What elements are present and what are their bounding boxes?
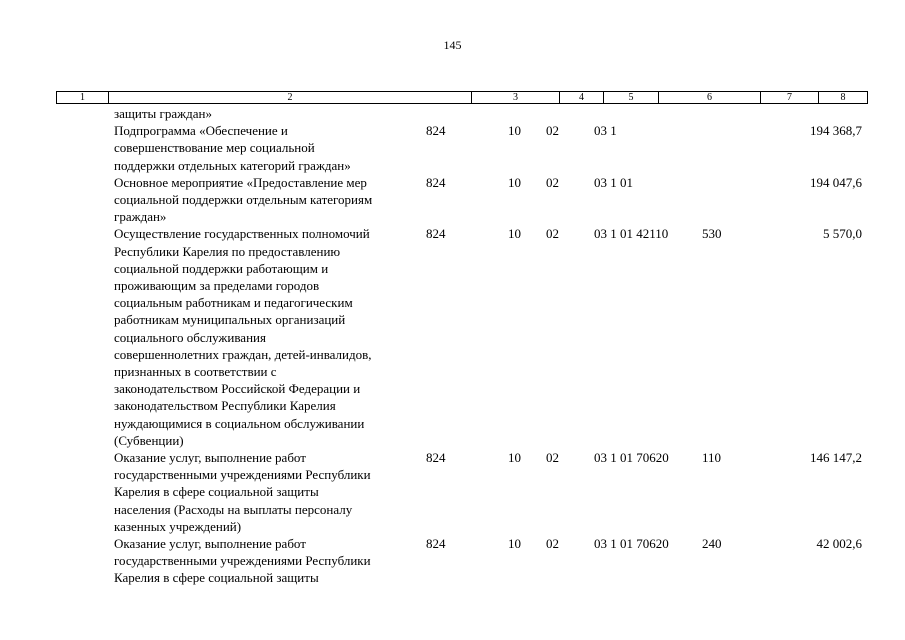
cell-section: 10	[508, 123, 521, 139]
cell-subsection: 02	[546, 450, 559, 466]
cell-amount: 42 002,6	[816, 536, 862, 552]
cell-name: Основное мероприятие «Предоставление мер социальной поддержки отдельным категориям граждан»	[114, 174, 373, 225]
cell-section: 10	[508, 450, 521, 466]
cell-expense-type: 530	[702, 226, 722, 242]
table-header-row	[56, 91, 868, 104]
cell-target-article: 03 1 01	[594, 174, 633, 190]
cell-expense-type: 240	[702, 536, 722, 552]
header-col-3: 3	[472, 92, 560, 103]
cell-target-article: 03 1	[594, 123, 617, 139]
cell-amount: 194 047,6	[810, 174, 862, 190]
page-number: 145	[443, 38, 462, 52]
cell-name: Оказание услуг, выполнение работ государственными учреждениями Республики Карелия в сфере социальной защиты населения (Расходы на выплаты персоналу казенных учреждений)	[114, 450, 371, 534]
cell-subsection: 02	[546, 536, 559, 552]
cell-ministry: 824	[426, 123, 446, 139]
cell-subsection: 02	[546, 123, 559, 139]
table-row	[56, 225, 868, 449]
cell-name: Подпрограмма «Обеспечение и совершенствование мер социальной поддержки отдельных категорий граждан»	[114, 123, 351, 173]
cell-target-article: 03 1 01 70620	[594, 536, 669, 552]
header-col-4: 4	[560, 92, 604, 103]
cell-ministry: 824	[426, 226, 446, 242]
cell-subsection: 02	[546, 226, 559, 242]
header-col-8: 8	[840, 92, 846, 103]
table-row	[56, 122, 868, 174]
cell-expense-type: 110	[702, 450, 722, 466]
header-col-6: 6	[659, 92, 761, 103]
cell-name: Оказание услуг, выполнение работ государственными учреждениями Республики Карелия в сфере социальной защиты	[114, 536, 371, 586]
cell-amount: 194 368,7	[810, 123, 862, 139]
table-row	[56, 105, 868, 122]
header-col-7: 7	[761, 92, 819, 103]
table-body	[56, 105, 868, 587]
cell-section: 10	[508, 226, 521, 242]
cell-target-article: 03 1 01 70620	[594, 450, 669, 466]
table-row	[56, 174, 868, 226]
table-row	[56, 535, 868, 587]
cell-amount: 5 570,0	[823, 226, 862, 242]
header-col-2: 2	[109, 92, 472, 103]
cell-target-article: 03 1 01 42110	[594, 226, 669, 242]
cell-ministry: 824	[426, 450, 446, 466]
cell-name: защиты граждан»	[114, 106, 212, 121]
cell-amount: 146 147,2	[810, 450, 862, 466]
cell-name: Осуществление государственных полномочий Республики Карелия по предоставлению социальной поддержки работающим и проживающим за пределами городов социальным работникам и педагогическим работникам муниципальных организаций социального обслуживания совершеннолетних граждан, детей-инвалидов, признанных в соответствии с законодательством Российской Федерации и законодательством Республики Карелия нуждающимися в социальном обслуживании (Субвенции)	[114, 226, 372, 448]
cell-section: 10	[508, 536, 521, 552]
cell-ministry: 824	[426, 536, 446, 552]
table-row	[56, 449, 868, 535]
header-col-5: 5	[604, 92, 659, 103]
cell-section: 10	[508, 174, 521, 190]
cell-ministry: 824	[426, 174, 446, 190]
cell-subsection: 02	[546, 174, 559, 190]
header-col-1: 1	[57, 92, 109, 103]
